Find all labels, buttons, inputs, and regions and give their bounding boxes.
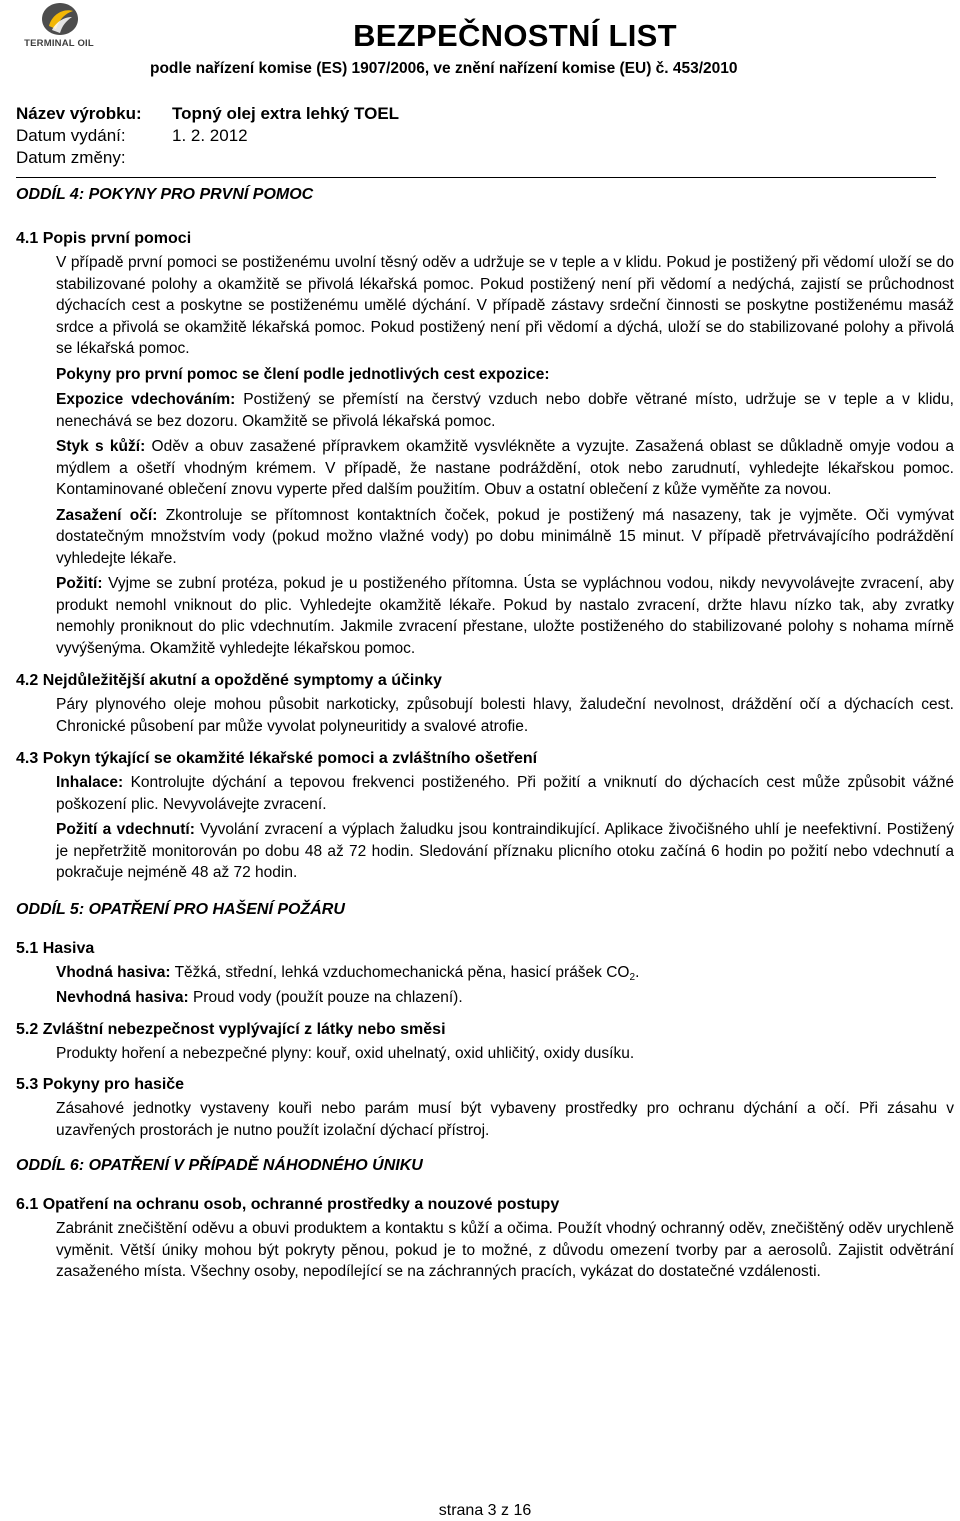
- unsuitable-media-label: Nevhodná hasiva:: [56, 989, 189, 1006]
- paragraph-exposure-intro: Pokyny pro první pomoc se člení podle jednotlivých cest expozice:: [56, 365, 550, 383]
- eyes-label: Zasažení očí:: [56, 506, 158, 524]
- suitable-media-end: .: [635, 963, 640, 981]
- paragraph-5-2: Produkty hoření a nebezpečné plyny: kouř, oxid uhelnatý, oxid uhličitý, oxidy dusíku.: [56, 1044, 635, 1062]
- inhalation-text: Postižený se přemístí na čerstvý vzduch nebo dobře větrané místo, udržuje se v teple a v klidu, nenechává se bez dozoru. Okamžitě se přivolá lékařská pomoc.: [56, 391, 954, 430]
- document-body: [16, 183, 956, 1283]
- paragraph-inhalation: [56, 389, 954, 432]
- issue-date-label: Datum vydání:: [16, 126, 126, 145]
- document-title: BEZPEČNOSTNÍ LIST: [353, 18, 677, 53]
- ingestion-label: Požití:: [56, 575, 103, 592]
- heading-5-2: 5.2 Zvláštní nebezpečnost vyplývající z látky nebo směsi: [16, 1020, 446, 1038]
- paragraph-inhalation-treatment: [56, 772, 954, 815]
- heading-5-3: 5.3 Pokyny pro hasiče: [16, 1076, 185, 1093]
- heading-4-2: 4.2 Nejdůležitější akutní a opožděné symptomy a účinky: [16, 672, 442, 689]
- section-6-title: ODDÍL 6: OPATŘENÍ V PŘÍPADĚ NÁHODNÉHO ÚNIKU: [16, 1157, 423, 1174]
- ingestion-treatment-text: Vyvolání zvracení a výplach žaludku jsou kontraindikující. Aplikace živočišného uhlí je neefektivní. Postižený je nepřetržitě monitorován po dobu 48 až 72 hodin. Sledování příznaku plicního otoku začíná 6 hodin po požití nebo vdechnutí a pokračuje nejméně 48 až 72 hodin.: [56, 821, 954, 881]
- product-value: Topný olej extra lehký TOEL: [172, 104, 400, 123]
- paragraph-unsuitable-media: [56, 987, 954, 1009]
- co2-subscript: 2: [629, 971, 636, 983]
- section-5-title: ODDÍL 5: OPATŘENÍ PRO HAŠENÍ POŽÁRU: [16, 900, 345, 918]
- ingestion-text: Vyjme se zubní protéza, pokud je u postiženého přítomna. Ústa se vypláchnou vodou, nikdy nevyvolávejte zvracení, aby produkt nemohl vniknout do plic. Vyhledejte okamžitě lékaře. Pokud by nastalo zvracení, držte hlavu nízko tak, aby zvratky nemohly proniknout do plic vdechnutím. Jakmile zvracení přestane, uložte postiženého do stabilizované polohy s nohama mírně vyvýšenýma. Okamžitě vyhledejte lékařskou pomoc.: [56, 575, 954, 657]
- ingestion-treatment-label: Požití a vdechnutí:: [56, 821, 195, 838]
- skin-text: Oděv a obuv zasažené přípravkem okamžitě vysvlékněte a vyzujte. Zasažená oblast se důkladně omyje vodou a mýdlem a ošetří vhodným krémem. V případě, že nastane podráždění, otok nebo zarudnutí, vyhledejte lékařskou pomoc. Kontaminované oblečení znovu vyperte před dalším použitím. Obuv a ostatní oblečení z kůže vyměňte za novou.: [56, 438, 954, 498]
- paragraph-skin: [56, 436, 954, 501]
- paragraph-suitable-media: [56, 962, 954, 984]
- paragraph-4-1: V případě první pomoci se postiženému uvolní těsný oděv a udržuje se v teple a v klidu. Pokud je postižený při vědomí uloží se do stabilizované polohy a okamžitě se přivolá lékařská pomoc. Pokud postižený není při vědomí a nedýchá, zajistí se průchodnost dýchacích cest a poskytne se postiženému umělé dýchání. V případě zástavy srdeční činnosti se poskytne postiženému masáž srdce a přivolá se okamžitě lékařská pomoc. Pokud postižený není při vědomí a dýchá, uloží se do stabilizované polohy a přivolá se lékařská pomoc.: [56, 254, 954, 357]
- eyes-text: Zkontroluje se přítomnost kontaktních čoček, pokud je postižený má nasazeny, tak je vyjměte. Oči vymývat dostatečným množstvím vody (pokud možno vlažné vody) po dobu minimálně 15 minut. V případě přetrvávajícího podráždění vyhledejte lékaře.: [56, 506, 954, 567]
- section-4-title: ODDÍL 4: POKYNY PRO PRVNÍ POMOC: [16, 186, 314, 203]
- inhalation-treatment-text: Kontrolujte dýchání a tepovou frekvenci postiženého. Při požití a vniknutí do dýchacích cest může způsobit vážné poškození plic. Nevyvolávejte zvracení.: [56, 774, 954, 813]
- header-divider: [16, 177, 936, 178]
- unsuitable-media-text: Proud vody (použít pouze na chlazení).: [188, 989, 463, 1006]
- paragraph-4-2: Páry plynového oleje mohou působit narkoticky, způsobují bolesti hlavy, žaludeční nevolnost, dráždění očí a dýchacích cest. Chronické působení par může vyvolat polyneuritidy a svalové atrofie.: [56, 696, 954, 735]
- paragraph-6-1: Zabránit znečištění oděvu a obuvi produktem a kontaktu s kůží a očima. Použít vhodný ochranný oděv, znečištěný oděv urychleně vyměnit. Větší úniky mohou být pokryty pěnou, pokud je to možné, z důvodu omezení tvorby par a aerosolů. Zajistit odvětrání zasaženého místa. Všechny osoby, nepodílející se na záchranných pracích, vykázat do dostatečné vzdálenosti.: [56, 1220, 954, 1280]
- paragraph-5-3: Zásahové jednotky vystaveny kouři nebo parám musí být vybaveny prostředky pro ochranu dýchání a očí. Při zásahu v uzavřených prostorách je nutno použít izolační dýchací přístroj.: [56, 1100, 954, 1139]
- paragraph-ingestion: [56, 573, 954, 659]
- suitable-media-label: Vhodná hasiva:: [56, 963, 171, 981]
- change-date-label: Datum změny:: [16, 148, 126, 167]
- heading-4-1: 4.1 Popis první pomoci: [16, 230, 192, 247]
- paragraph-ingestion-treatment: [56, 819, 954, 884]
- product-label: Název výrobku:: [16, 104, 142, 123]
- logo-text: TERMINAL OIL: [24, 38, 94, 49]
- skin-label: Styk s kůží:: [56, 438, 146, 455]
- heading-4-3: 4.3 Pokyn týkající se okamžité lékařské pomoci a zvláštního ošetření: [16, 750, 538, 767]
- document-subtitle: podle nařízení komise (ES) 1907/2006, ve znění nařízení komise (EU) č. 453/2010: [150, 60, 738, 77]
- heading-5-1: 5.1 Hasiva: [16, 939, 95, 957]
- page-number: strana 3 z 16: [438, 1502, 532, 1519]
- issue-date-value: 1. 2. 2012: [172, 126, 248, 145]
- paragraph-eyes: [56, 505, 954, 570]
- heading-6-1: 6.1 Opatření na ochranu osob, ochranné prostředky a nouzové postupy: [16, 1196, 560, 1213]
- inhalation-label: Expozice vdechováním:: [56, 391, 236, 408]
- suitable-media-text: Těžká, střední, lehká vzduchomechanická pěna, hasicí prášek CO: [170, 963, 630, 981]
- inhalation-treatment-label: Inhalace:: [56, 774, 124, 791]
